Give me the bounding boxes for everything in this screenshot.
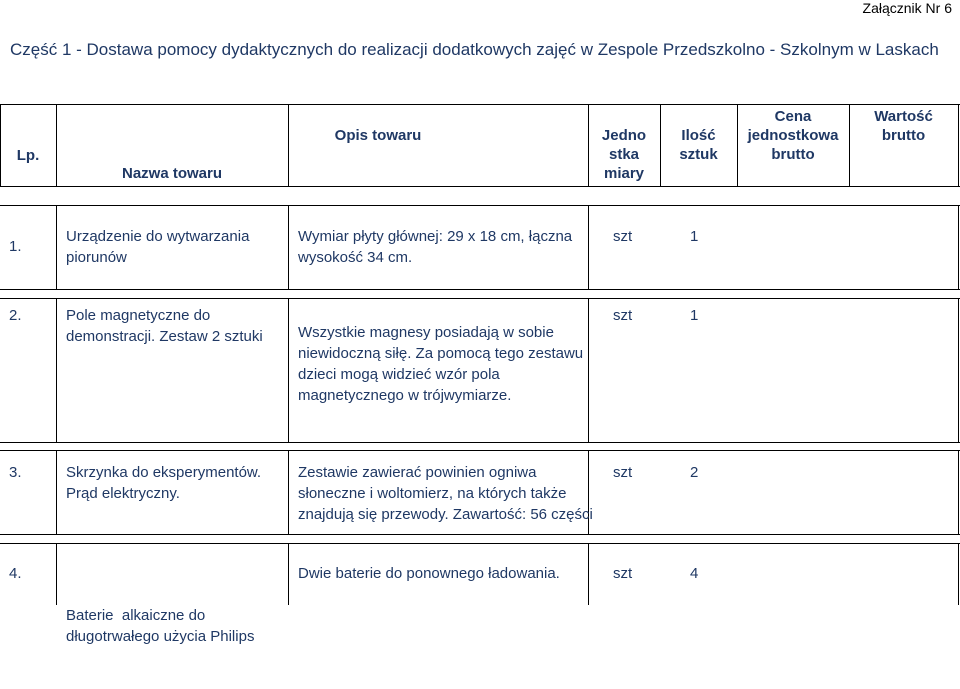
header-unit: Jedno stka miary — [601, 127, 647, 182]
header-name: Nazwa towaru — [121, 165, 223, 182]
row-desc: Zestawie zawierać powinien ogniwa słoneczne i woltomierz, na których także znajdują się przewody. Zawartość: 56 części — [298, 464, 593, 523]
annex-label: Załącznik Nr 6 — [862, 0, 952, 16]
row-name: Urządzenie do wytwarzania piorunów — [66, 228, 250, 266]
row-lp: 2. — [9, 307, 22, 324]
header-value: Wartość brutto — [874, 108, 933, 144]
row-name: Pole magnetyczne do demonstracji. Zestaw 2 sztuki — [66, 307, 263, 345]
row-lp: 3. — [9, 464, 22, 481]
document-title: Część 1 - Dostawa pomocy dydaktycznych do realizacji dodatkowych zajęć w Zespole Przedszkolno - Szkolnym w Laskach — [10, 40, 939, 59]
row-unit: szt — [613, 228, 633, 245]
header-lp: Lp. — [16, 147, 40, 164]
row-unit: szt — [613, 307, 633, 324]
row-lp: 1. — [9, 238, 22, 255]
row-qty: 2 — [690, 464, 699, 481]
header-price: Cena jednostkowa brutto — [747, 108, 839, 163]
row-name: Baterie alkaiczne do długotrwałego użycia Philips — [66, 607, 255, 645]
row-desc: Dwie baterie do ponownego ładowania. — [298, 565, 560, 582]
row-name: Skrzynka do eksperymentów. Prąd elektryczny. — [66, 464, 262, 502]
row-desc: Wymiar płyty głównej: 29 x 18 cm, łączna wysokość 34 cm. — [298, 228, 573, 266]
row-unit: szt — [613, 464, 633, 481]
header-qty: Ilość sztuk — [679, 127, 718, 163]
row-qty: 4 — [690, 565, 699, 582]
row-lp: 4. — [9, 565, 22, 582]
row-desc: Wszystkie magnesy posiadają w sobie niewidoczną siłę. Za pomocą tego zestawu dzieci mogą widzieć wzór pola magnetycznego w trójwymiarze. — [298, 324, 584, 404]
header-desc: Opis towaru — [334, 127, 422, 144]
row-qty: 1 — [690, 307, 699, 324]
row-unit: szt — [613, 565, 633, 582]
row-qty: 1 — [690, 228, 699, 245]
